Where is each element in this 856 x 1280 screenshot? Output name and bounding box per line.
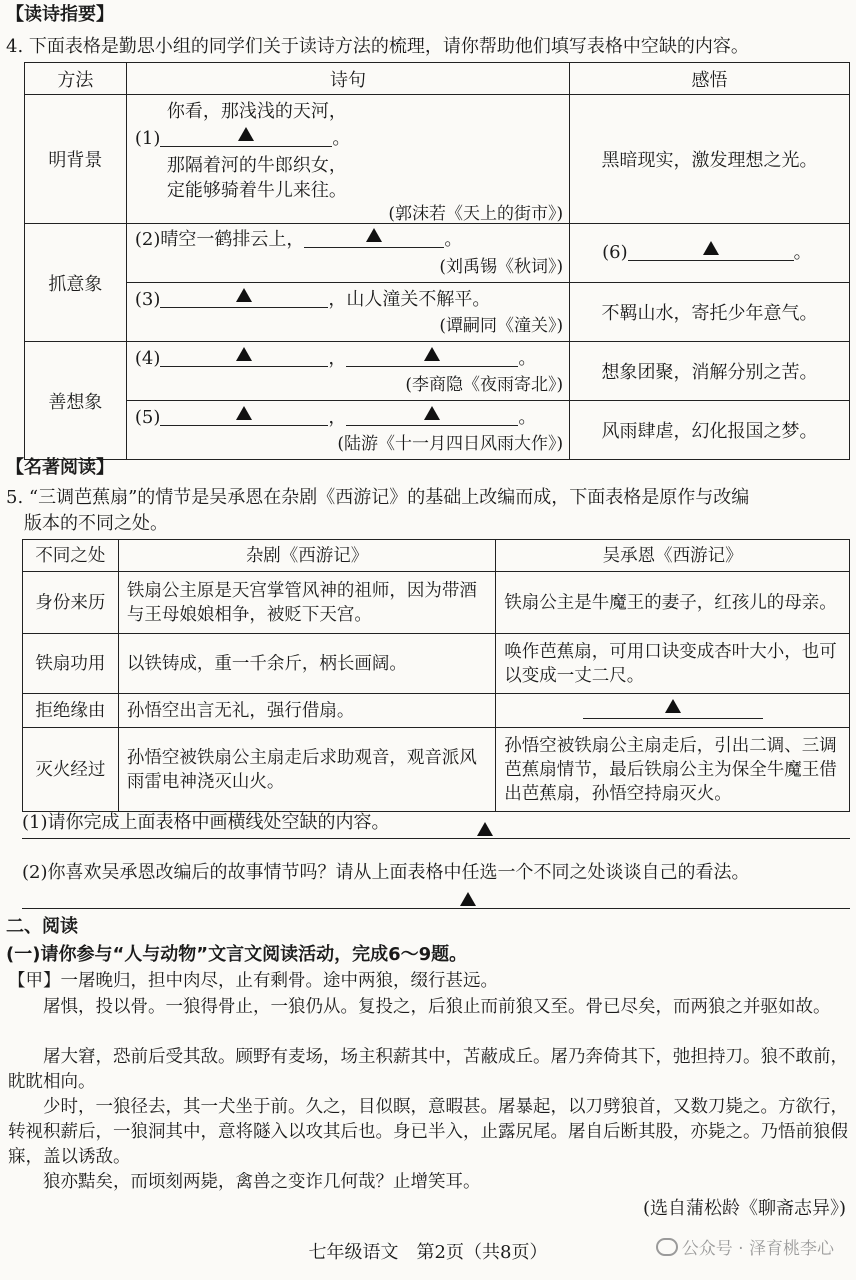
passage-p1: 【甲】一屠晚归，担中肉尽，止有剩骨。途中两狼，缀行甚远。 [8,971,498,991]
verse-source: (陆游《十一月四日风雨大作》) [337,434,564,454]
q5-prompt-line2: 版本的不同之处。 [24,513,168,534]
triangle-icon [477,822,493,836]
wu-blank-cell[interactable] [496,694,850,728]
journey-west-table [22,539,850,812]
triangle-icon [366,228,382,242]
verse-line: 那隔着河的牛郎织女， [166,155,347,176]
triangle-icon [236,347,252,361]
q5-sub2: (2)你喜欢吴承恩改编后的故事情节吗？请从上面表格中任选一个不同之处谈谈自己的看法。 [22,862,750,883]
poem-method-table [24,62,850,460]
passage-p5: 狼亦黠矣，而顷刻两毙，禽兽之变诈几何哉？止增笑耳。 [43,1172,481,1192]
passage-p3: 屠大窘，恐前后受其敌。顾野有麦场，场主积薪其中，苫蔽成丘。屠乃奔倚其下，弛担持刀。狼不敢前，眈眈相向。 [8,1047,848,1092]
header-wu: 吴承恩《西游记》 [496,540,850,572]
row-label: 拒绝缘由 [23,694,119,728]
method-background: 明背景 [25,95,127,224]
zaju-cell: 以铁铸成，重一千余斤，柄长画阔。 [118,634,495,694]
row-label: 铁扇功用 [23,634,119,694]
verse-cell-2 [126,224,569,283]
q4-prompt: 4. 下面表格是勤思小组的同学们关于读诗方法的梳理，请你帮助他们填写表格中空缺的内容。 [6,36,749,57]
section-reading-guide: 【读诗指要】 [6,4,114,25]
method-imagery: 抓意象 [25,224,127,342]
wechat-icon [656,1238,678,1256]
wu-cell: 孙悟空被铁扇公主扇走后，引出二调、三调芭蕉扇情节，最后铁扇公主为保全牛魔王借出芭蕉扇，孙悟空持扇灭火。 [496,728,850,812]
watermark: 公众号 · 泽育桃李心 [656,1234,834,1259]
triangle-icon [703,241,719,255]
verse-line: 定能够骑着牛儿来往。 [166,180,347,201]
answer-line-1[interactable] [22,838,850,839]
passage-source: (选自蒲松龄《聊斋志异》) [642,1198,846,1219]
triangle-icon [236,406,252,420]
verse-cell-4 [126,342,569,401]
verse-source: (刘禹锡《秋词》) [439,257,564,277]
page-footer: 七年级语文 第2页（共8页） [308,1242,548,1263]
q5-prompt-line1: 5. “三调芭蕉扇”的情节是吴承恩在杂剧《西游记》的基础上改编而成，下面表格是原作与改编 [6,487,750,508]
zaju-cell: 孙悟空出言无礼，强行借扇。 [118,694,495,728]
answer-line-2[interactable] [22,908,850,909]
blank-3[interactable]: (3) ，山人潼关不解平。 [134,289,491,310]
blank-5[interactable]: (5) ， 。 [134,407,537,428]
passage-p2: 屠惧，投以骨。一狼得骨止，一狼仍从。复投之，后狼止而前狼又至。骨已尽矣，而两狼之并驱如故。 [43,997,831,1017]
method-imagination: 善想象 [25,342,127,460]
blank-2[interactable]: (2)晴空一鹤排云上， 。 [134,229,463,250]
header-method: 方法 [25,63,127,95]
blank-1[interactable]: (1) 。 [134,128,351,149]
verse-cell-3 [126,283,569,342]
header-insight: 感悟 [570,63,850,95]
zaju-cell: 孙悟空被铁扇公主扇走后求助观音，观音派风雨雷电神浇灭山火。 [118,728,495,812]
header-difference: 不同之处 [23,540,119,572]
insight-5: 风雨肆虐，幻化报国之梦。 [570,401,850,460]
triangle-icon [424,347,440,361]
triangle-icon [665,699,681,713]
insight-blank-6[interactable]: (6) 。 [570,224,850,283]
wu-cell: 唤作芭蕉扇，可用口诀变成杏叶大小，也可以变成一丈二尺。 [496,634,850,694]
header-zaju: 杂剧《西游记》 [118,540,495,572]
triangle-icon [236,288,252,302]
section-reading: 二、阅读 [6,916,78,937]
triangle-icon [424,406,440,420]
verse-line: 你看，那浅浅的天河， [166,101,347,122]
blank-4[interactable]: (4) ， 。 [134,348,537,369]
insight-3: 不羁山水，寄托少年意气。 [570,283,850,342]
passage-p4: 少时，一狼径去，其一犬坐于前。久之，目似瞑，意暇甚。屠暴起，以刀劈狼首，又数刀毙之。方欲行，转视积薪后，一狼洞其中，意将隧入以攻其后也。身已半入，止露尻尾。屠自后断其股，亦毙之。乃悟前狼假寐，盖以诱敌。 [8,1097,848,1167]
verse-source: (郭沫若《天上的街市》) [388,204,564,224]
triangle-icon [238,127,254,141]
header-verse: 诗句 [126,63,569,95]
verse-cell-5 [126,401,569,460]
verse-source: (谭嗣同《潼关》) [439,316,564,336]
section-classics: 【名著阅读】 [6,457,114,478]
triangle-icon [460,892,476,906]
zaju-cell: 铁扇公主原是天宫掌管风神的祖师，因为带酒与王母娘娘相争，被贬下天宫。 [118,572,495,634]
row-label: 身份来历 [23,572,119,634]
q5-sub1: (1)请你完成上面表格中画横线处空缺的内容。 [22,812,390,833]
insight-4: 想象团聚，消解分别之苦。 [570,342,850,401]
insight-1: 黑暗现实，激发理想之光。 [570,95,850,224]
verse-source: (李商隐《夜雨寄北》) [405,375,564,395]
part2-instruction: (一)请你参与“人与动物”文言文阅读活动，完成6～9题。 [6,944,468,965]
verse-cell-1 [126,95,569,224]
wu-cell: 铁扇公主是牛魔王的妻子，红孩儿的母亲。 [496,572,850,634]
row-label: 灭火经过 [23,728,119,812]
